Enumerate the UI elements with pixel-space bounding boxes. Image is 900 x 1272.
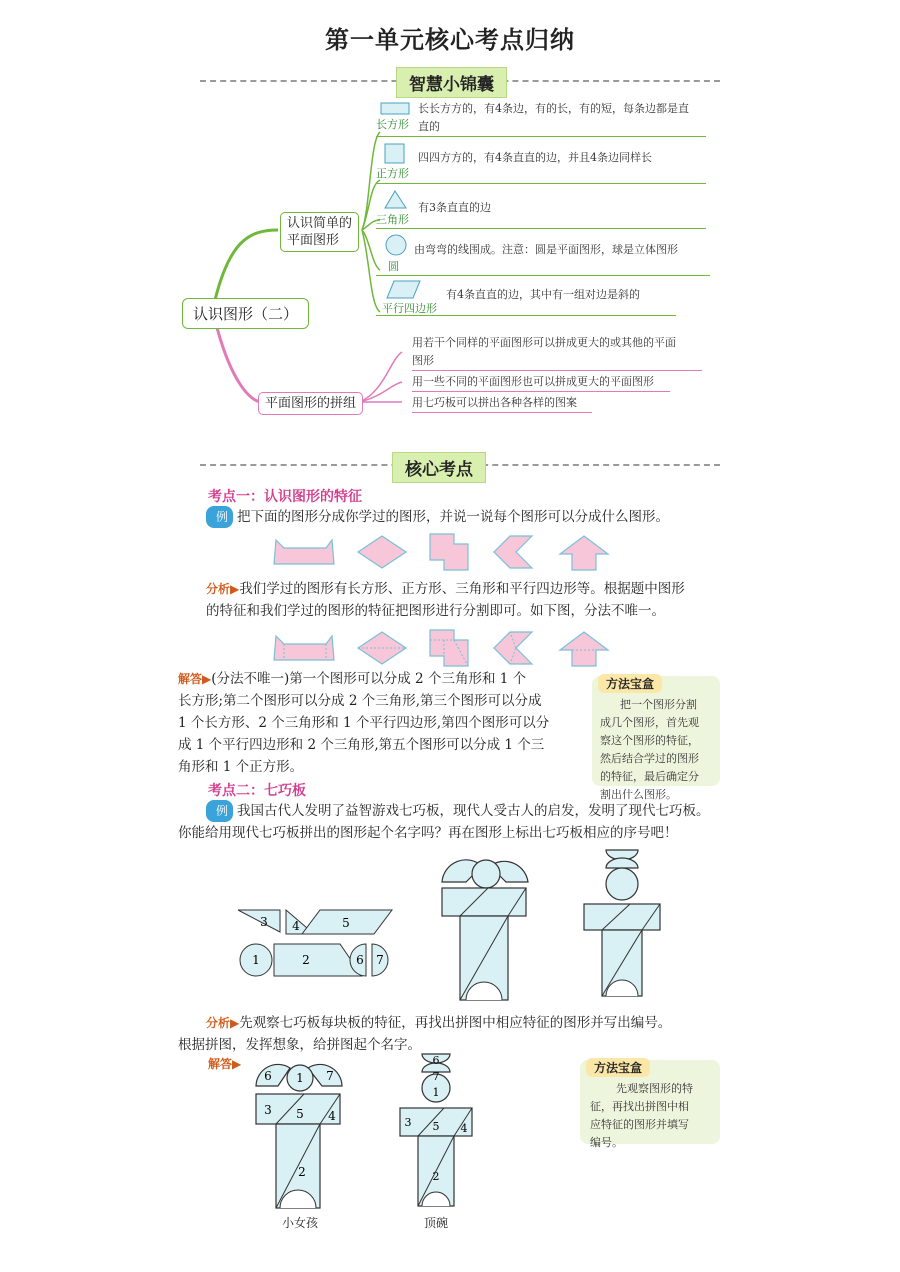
kp2-analysis: 分析▶先观察七巧板每块板的特征，再找出拼图中相应特征的图形并写出编号。 根据拼图，发挥想象，给拼图起个名字。: [178, 1015, 672, 1053]
section-core-tag: 核心考点: [392, 452, 486, 483]
svg-text:7: 7: [326, 1069, 334, 1083]
svg-text:4: 4: [292, 919, 300, 933]
svg-text:2: 2: [298, 1165, 306, 1179]
square-icon: [384, 143, 406, 165]
kp2-question: 例 我国古代人发明了益智游戏七巧板，现代人受古人的启发，发明了现代七巧板。: [206, 800, 726, 822]
kp2-method-box: 方法宝盒 先观察图形的特 征，再找出拼图中相 应特征的图形并填写 编号。: [580, 1060, 720, 1144]
kp1-analysis: 分析▶我们学过的图形有长方形、正方形、三角形和平行四边形等。根据题中图形 的特征和我们学过的图形的特征把图形进行分割即可。如下图，分法不唯一。: [206, 581, 685, 619]
mindmap-root: 认识图形（二）: [182, 298, 309, 329]
combine-list: 用若干个同样的平面图形可以拼成更大的或其他的平面 图形 用一些不同的平面图形也可以拼成更大的平面图形 用七巧板可以拼出各种各样的图案: [412, 334, 702, 413]
circle-icon: [384, 233, 408, 257]
mindmap-branch-shapes: 认识简单的 平面图形: [280, 212, 359, 252]
kp2-answer-label: 解答▶: [208, 1057, 242, 1071]
answer-bowl-caption: 顶碗: [424, 1216, 449, 1230]
svg-text:3: 3: [264, 1103, 272, 1117]
page-title: 第一单元核心考点归纳: [325, 26, 575, 54]
svg-text:7: 7: [432, 1070, 440, 1083]
svg-text:6: 6: [432, 1054, 440, 1067]
svg-text:4: 4: [460, 1122, 468, 1135]
kp1-heading: 考点一：认识图形的特征: [208, 489, 362, 505]
svg-text:4: 4: [328, 1109, 336, 1123]
svg-text:1: 1: [252, 953, 260, 967]
svg-text:3: 3: [404, 1116, 412, 1129]
parallelogram-icon: [386, 280, 422, 300]
answer-girl-caption: 小女孩: [282, 1216, 319, 1230]
svg-text:2: 2: [432, 1170, 440, 1183]
example-badge: 例: [206, 506, 233, 528]
answer-girl-figure: [250, 1058, 350, 1214]
kp2-heading: 考点二：七巧板: [208, 783, 306, 799]
svg-text:3: 3: [260, 915, 268, 929]
mindmap-branch-combine: 平面图形的拼组: [258, 392, 363, 415]
kp1-question: 例 把下面的图形分成你学过的图形，并说一说每个图形可以分成什么图形。: [206, 506, 726, 528]
tangram-bowl-figure: [580, 846, 666, 1004]
tangram-pieces: [234, 900, 394, 980]
kp2-question-cont: 你能给用现代七巧板拼出的图形起个名字吗？再在图形上标出七巧板相应的序号吧！: [178, 825, 678, 841]
svg-text:1: 1: [432, 1086, 440, 1099]
kp1-shapes: [270, 532, 630, 572]
kp1-shapes-divided: [270, 628, 630, 670]
example-badge: 例: [206, 800, 233, 822]
svg-text:7: 7: [376, 953, 384, 967]
svg-text:6: 6: [264, 1069, 272, 1083]
triangle-icon: [384, 190, 408, 210]
rectangle-icon: [380, 102, 412, 116]
kp1-method-box: 方法宝盒 把一个图形分割 成几个图形，首先观 察这个图形的特征， 然后结合学过的图形 的特征，最后确定分 割出什么图形。: [592, 676, 720, 786]
svg-text:5: 5: [432, 1120, 440, 1133]
tangram-girl-figure: [436, 852, 536, 1004]
svg-text:1: 1: [296, 1071, 304, 1085]
svg-text:5: 5: [342, 916, 350, 930]
answer-bowl-figure: [396, 1052, 476, 1214]
svg-text:5: 5: [296, 1107, 304, 1121]
svg-text:2: 2: [302, 953, 310, 967]
kp1-answer: 解答▶(分法不唯一)第一个图形可以分成 2 个三角形和 1 个 长方形;第二个图形可以分成 2 个三角形,第三个图形可以分成 1 个长方形、2 个三角形和 1 个平行四边形,第四个图形可以分 成 1 个平行四边形和 2 个三角形,第五个图形可以分成 1 个三 角形和 1 个正方形。: [178, 671, 550, 775]
svg-text:6: 6: [356, 953, 364, 967]
section-tips-tag: 智慧小锦囊: [396, 67, 507, 98]
